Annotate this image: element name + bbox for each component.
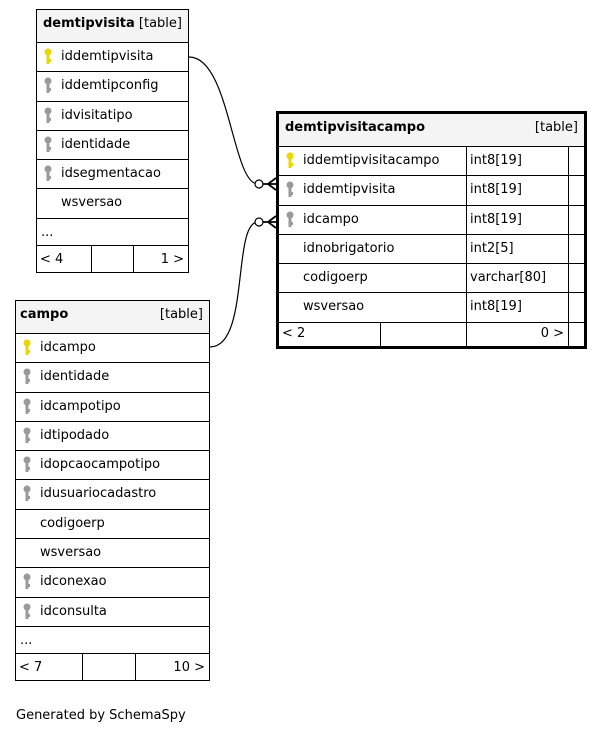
footer-parents[interactable] [279,323,381,347]
table-name: demtipvisitacampo [285,120,426,135]
column-row[interactable] [16,539,209,568]
column-row[interactable] [37,189,188,218]
foreign-key-icon [22,603,32,621]
footer-children[interactable] [136,654,209,681]
ellipsis: ... [41,224,54,240]
column-type: int8[19] [470,299,522,315]
column-name: identidade [40,369,110,385]
foreign-key-icon [22,573,32,591]
ellipsis-row [37,219,188,246]
column-type: int8[19] [470,211,522,227]
column-name: idvisitatipo [61,107,133,123]
ellipsis-row [16,627,209,654]
relation-optional-circle [255,180,263,188]
column-name: idcampo [303,211,359,227]
footer-left-label: < 7 [19,659,43,675]
table-footer [37,246,188,273]
footer-parents[interactable] [16,654,83,681]
primary-key-icon [22,339,32,357]
column-name: idcampo [40,340,96,355]
column-list [37,43,188,219]
column-name: codigoerp [40,515,105,531]
footer-left-label: < 2 [282,325,306,341]
table-name: campo [20,307,69,322]
footer-children[interactable] [467,323,568,347]
foreign-key-icon [22,368,32,386]
column-type: int2[5] [470,240,514,256]
column-name: iddemtipvisita [61,49,154,64]
column-row[interactable] [37,102,188,131]
column-row[interactable] [279,206,584,235]
column-list [16,334,209,627]
column-name: iddemtipconfig [61,78,159,94]
footer-middle [381,323,467,347]
table-header [37,10,188,43]
relation-crowfoot-icon [263,216,276,228]
table-demtipvisita[interactable] [36,9,189,273]
column-row[interactable] [16,334,209,363]
table-footer [16,654,209,681]
primary-key-icon [285,152,295,170]
primary-key-icon [43,48,53,66]
footer-right-label: 1 > [160,251,184,267]
column-name: codigoerp [303,270,368,286]
column-row[interactable] [279,235,584,264]
table-header [279,114,584,147]
column-name: wsversao [61,195,123,211]
column-name: idusuariocadastro [40,486,157,502]
relation-crowfoot-icon [263,178,276,190]
column-row[interactable] [37,131,188,160]
column-name: wsversao [40,545,102,561]
footer-parents[interactable] [37,246,92,273]
column-row[interactable] [37,43,188,72]
column-name: identidade [61,136,131,152]
ellipsis: ... [20,632,33,648]
footer-right-label: 0 > [540,325,564,341]
table-header [16,301,209,334]
footer-left-label: < 4 [40,251,64,267]
foreign-key-icon [22,427,32,445]
generated-by-credit[interactable]: Generated by SchemaSpy [16,708,186,723]
table-name: demtipvisita [43,16,135,31]
column-row[interactable] [279,264,584,293]
column-name: idconsulta [40,603,107,619]
column-name: idcampotipo [40,398,121,414]
column-name: iddemtipvisita [303,182,396,198]
foreign-key-icon [285,211,295,229]
foreign-key-icon [22,485,32,503]
column-type: varchar[80] [470,270,547,286]
column-row[interactable] [16,451,209,480]
column-row[interactable] [16,480,209,509]
column-name: idsegmentacao [61,166,161,182]
column-name: idnobrigatorio [303,240,395,256]
table-type-label: [table] [138,16,182,31]
foreign-key-icon [43,165,53,183]
foreign-key-icon [22,456,32,474]
column-row[interactable] [16,363,209,392]
column-name: idtipodado [40,427,110,443]
footer-children[interactable] [134,246,188,273]
table-campo[interactable] [15,300,210,681]
table-type-label: [table] [159,307,203,322]
column-name: idopcaocampotipo [40,457,161,473]
column-type: int8[19] [470,182,522,198]
column-name: wsversao [303,299,365,315]
foreign-key-icon [43,77,53,95]
footer-middle [83,654,136,681]
column-row[interactable] [279,176,584,205]
column-type: int8[19] [470,153,522,168]
relation-optional-circle [255,218,263,226]
foreign-key-icon [22,398,32,416]
column-row[interactable] [37,160,188,189]
column-row[interactable] [16,598,209,627]
column-row[interactable] [37,72,188,101]
column-row[interactable] [16,422,209,451]
foreign-key-icon [43,107,53,125]
relation-demtipvisita-link [189,57,258,184]
column-row[interactable] [16,568,209,597]
table-demtipvisitacampo[interactable] [276,111,587,349]
relation-campo-link [210,222,258,347]
foreign-key-icon [285,181,295,199]
column-row[interactable] [279,293,584,322]
footer-right-label: 10 > [173,659,205,675]
foreign-key-icon [43,136,53,154]
column-row[interactable] [16,393,209,422]
table-type-label: [table] [534,120,578,135]
column-name: iddemtipvisitacampo [303,153,440,168]
column-list [279,147,584,323]
column-row[interactable] [279,147,584,176]
column-row[interactable] [16,510,209,539]
column-name: idconexao [40,574,107,590]
footer-middle [92,246,134,273]
table-footer [279,323,584,347]
